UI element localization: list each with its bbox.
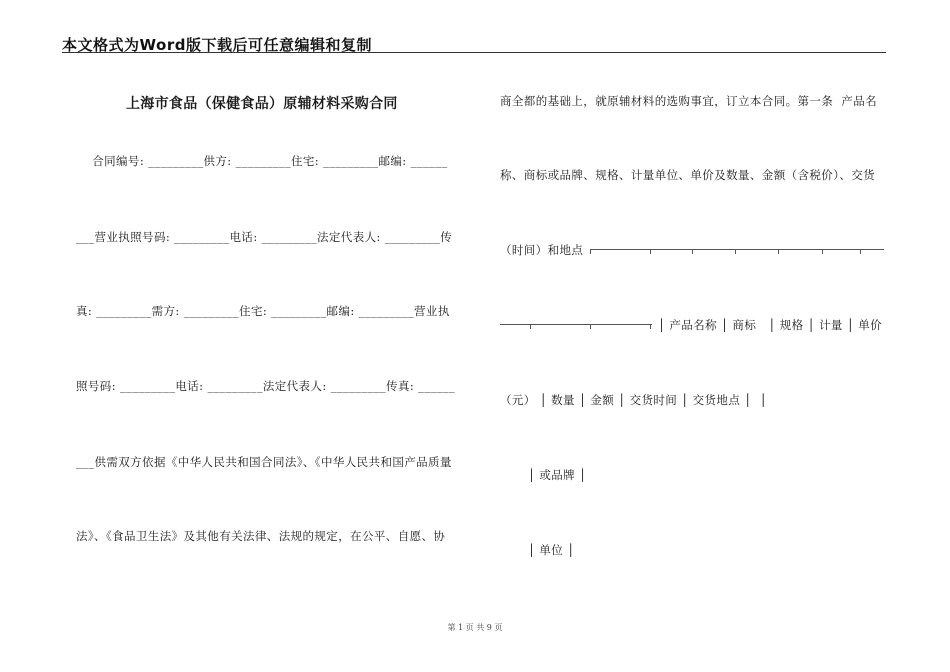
table-header-row-3: │ 或品牌 │ <box>528 468 587 482</box>
right-line-1: 商全都的基础上，就原辅材料的选购事宜，订立本合同。第一条 产品名 <box>500 94 878 108</box>
table-rule-tick <box>735 249 736 254</box>
table-header-row-1: │ 产品名称 │ 商标 │ 规格 │ 计量 │ 单价 <box>658 318 883 332</box>
table-rule-tick <box>650 249 651 254</box>
document-title: 上海市食品（保健食品）原辅材料采购合同 <box>126 96 398 112</box>
left-line-2: ___营业执照号码: _________电话: _________法定代表人: _________传 <box>76 230 453 244</box>
table-rule-tick <box>778 249 779 254</box>
left-line-1: 合同编号: _________供方: _________住宅: _________邮编: ______ <box>76 154 448 168</box>
table-rule-tick <box>650 324 651 329</box>
table-rule-tick <box>590 324 591 329</box>
table-rule-tick <box>822 249 823 254</box>
left-line-3: 真: _________需方: _________住宅: _________邮编: _________营业执 <box>76 304 450 318</box>
left-line-6: 法》、《食品卫生法》及其他有关法律、法规的规定，在公平、自愿、协 <box>76 529 446 543</box>
header-divider <box>62 52 886 53</box>
table-rule-tick <box>590 249 591 254</box>
right-line-3: （时间）和地点 <box>500 243 584 257</box>
table-rule-top <box>590 249 884 250</box>
page-indicator: 第 1 页 共 9 页 <box>447 623 503 632</box>
table-rule-mid <box>500 324 652 325</box>
header-banner: 本文格式为Word版下载后可任意编辑和复制 <box>62 36 372 54</box>
table-rule-tick <box>860 249 861 254</box>
table-rule-tick <box>692 249 693 254</box>
left-line-5: ___供需双方依据《中华人民共和国合同法》、《中华人民共和国产品质量 <box>76 455 452 469</box>
table-header-row-2: （元） │ 数量 │ 金额 │ 交货时间 │ 交货地点 │ │ <box>500 393 768 407</box>
table-header-row-4: │ 单位 │ <box>528 543 575 557</box>
left-line-4: 照号码: _________电话: _________法定代表人: _________传真: ______ <box>76 379 456 393</box>
table-rule-tick <box>530 324 531 329</box>
right-line-2: 称、商标或品牌、规格、计量单位、单价及数量、金额（含税价）、交货 <box>500 168 876 182</box>
